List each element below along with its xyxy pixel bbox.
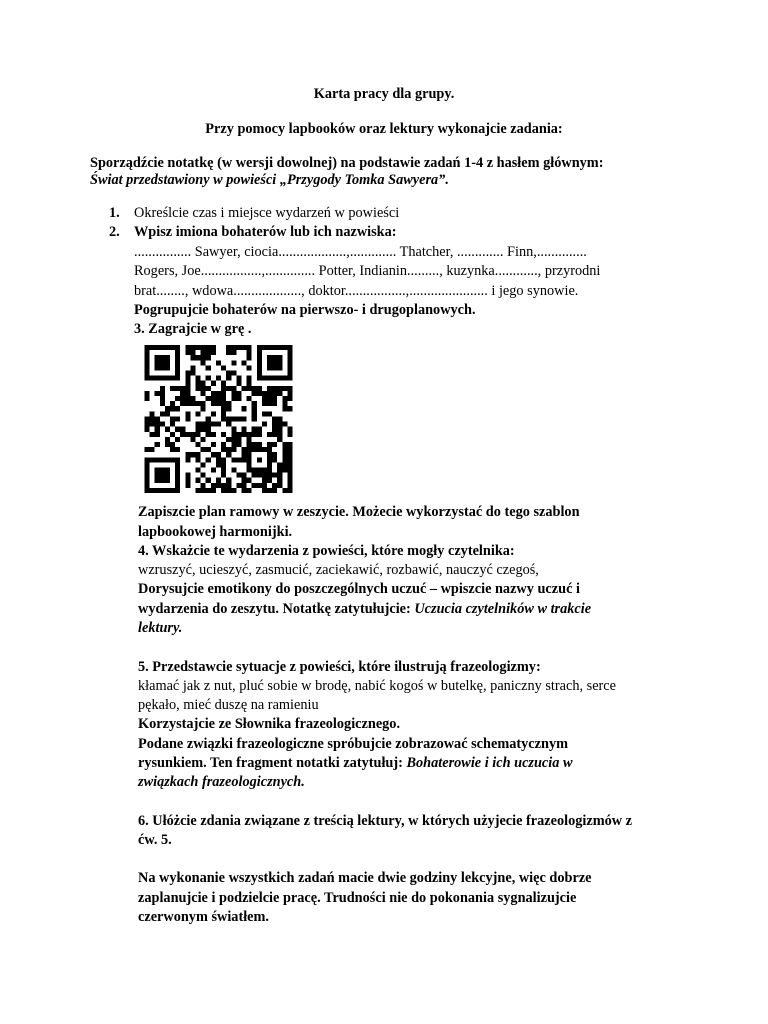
task2-names-line-2: Rogers, Joe.................,.............. Potter, Indianin........., kuzynka............, przyrodni xyxy=(134,263,601,279)
task4-emotions: wzruszyć, ucieszyć, zasmucić, zaciekawić, rozbawić, nauczyć czegoś, xyxy=(138,562,539,578)
task3-heading: 3. Zagrajcie w grę . xyxy=(134,321,252,337)
task5-line-1: Podane związki frazeologiczne spróbujcie zobrazować schematycznym xyxy=(138,736,568,752)
task5-heading: 5. Przedstawcie sytuacje z powieści, które ilustrują frazeologizmy: xyxy=(138,659,541,675)
task1-text: Określcie czas i miejsce wydarzeń w powieści xyxy=(134,205,400,221)
qr-code-icon xyxy=(140,345,297,493)
task2-names-line-3: brat........, wdowa..................., doktor.................,...................... i jego synowie. xyxy=(134,283,579,299)
task2-number: 2. xyxy=(109,224,120,240)
task4-line-2-text: wydarzenia do zeszytu. Notatkę zatytułujcie: xyxy=(138,601,415,617)
task5-phrases-line-1: kłamać jak z nut, pluć sobie w brodę, nabić kogoś w butelkę, paniczny strach, serce xyxy=(138,678,616,694)
task2-names-line-1: ................ Sawyer, ciocia...................,............. Thatcher, ............. Finn,.............. xyxy=(134,244,587,260)
task4-note-title-cont: lektury. xyxy=(138,620,183,636)
footer-line-3: czerwonym światłem. xyxy=(138,909,270,925)
page-subtitle: Przy pomocy lapbooków oraz lektury wykonajcie zadania: xyxy=(205,121,563,137)
page-title: Karta pracy dla grupy. xyxy=(313,86,455,102)
intro-line-2: Świat przedstawiony w powieści „Przygody Tomka Sawyera”. xyxy=(90,172,449,188)
task5-note-title-cont: związkach frazeologicznych. xyxy=(138,774,305,790)
task2-heading: Wpisz imiona bohaterów lub ich nazwiska: xyxy=(134,224,397,240)
intro-line-1: Sporządźcie notatkę (w wersji dowolnej) na podstawie zadań 1-4 z hasłem głównym: xyxy=(90,155,604,171)
task5-note-title: Bohaterowie i ich uczucia w xyxy=(406,755,573,771)
task4-line-1: Dorysujcie emotikony do poszczególnych uczuć – wpiszcie nazwy uczuć i xyxy=(138,581,580,597)
task2-instruction: Pogrupujcie bohaterów na pierwszo- i drugoplanowych. xyxy=(134,302,476,318)
task4-note-title: Uczucia czytelników w trakcie xyxy=(414,601,592,617)
footer-line-1: Na wykonanie wszystkich zadań macie dwie godziny lekcyjne, więc dobrze xyxy=(138,870,592,886)
task5-line-2 xyxy=(138,755,573,772)
task5-line-2-text: rysunkiem. Ten fragment notatki zatytułuj: xyxy=(138,755,407,771)
task6-line-2: ćw. 5. xyxy=(138,832,172,848)
task4-line-2 xyxy=(138,601,591,618)
task5-dictionary: Korzystajcie ze Słownika frazeologicznego. xyxy=(138,716,401,732)
task4-heading: 4. Wskażcie te wydarzenia z powieści, które mogły czytelnika: xyxy=(138,543,515,559)
task3-line-2: lapbookowej harmonijki. xyxy=(138,524,293,540)
task6-line-1: 6. Ułóżcie zdania związane z treścią lektury, w których użyjecie frazeologizmów z xyxy=(138,813,633,829)
task3-line-1: Zapiszcie plan ramowy w zeszycie. Możecie wykorzystać do tego szablon xyxy=(138,504,580,520)
task5-phrases-line-2: pękało, mieć duszę na ramieniu xyxy=(138,697,319,713)
task1-number: 1. xyxy=(109,205,120,221)
footer-line-2: zaplanujcie i podzielcie pracę. Trudności nie do pokonania sygnalizujcie xyxy=(138,890,577,906)
